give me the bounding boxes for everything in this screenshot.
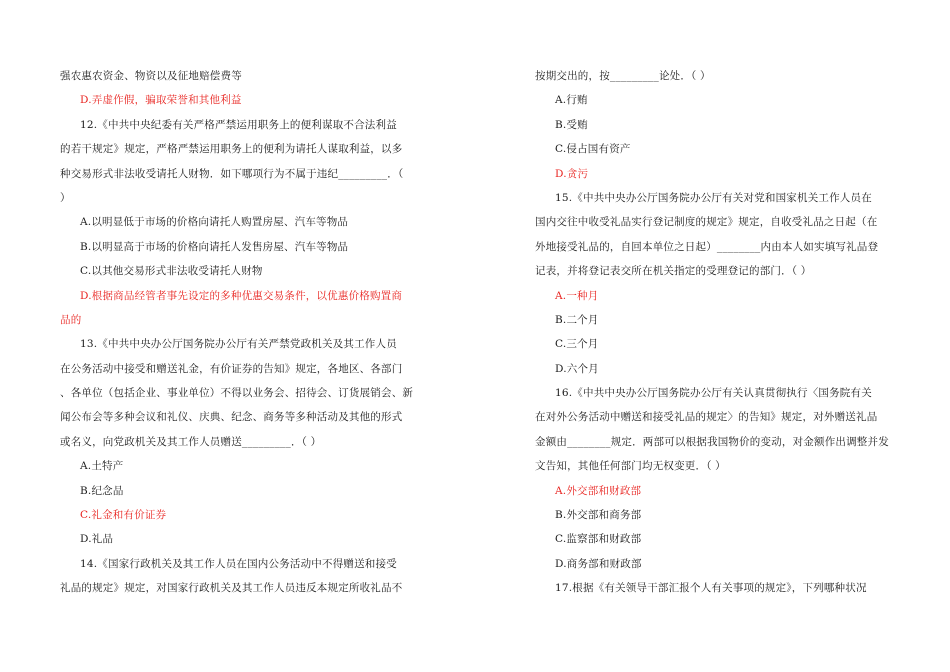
- text-line: 国内交往中收受礼品实行登记制度的规定》规定，自收受礼品之日起（在: [535, 216, 878, 229]
- answer-line: C.礼金和有价证券: [80, 509, 167, 522]
- text-line: 礼品的规定》规定，对国家行政机关及其工作人员违反本规定所收礼品不: [60, 582, 403, 595]
- text-line: C.以其他交易形式非法收受请托人财物: [80, 265, 263, 278]
- text-line: B.以明显高于市场的价格向请托人发售房屋、汽车等物品: [80, 240, 349, 253]
- answer-line: D.贪污: [555, 167, 589, 180]
- text-line: 13.《中共中央办公厅国务院办公厅有关严禁党政机关及其工作人员: [80, 338, 397, 351]
- text-line: ）: [60, 191, 71, 204]
- left-column: [60, 64, 430, 601]
- text-line: A.行贿: [555, 94, 588, 107]
- answer-line: D.弄虚作假，骗取荣誉和其他利益: [80, 94, 242, 107]
- text-line: D.六个月: [555, 362, 599, 375]
- text-line: 外地接受礼品的，自回本单位之日起）________内由本人如实填写礼品登: [535, 240, 879, 253]
- text-line: 闻公布会等多种会议和礼仪、庆典、纪念、商务等多种活动及其他的形式: [60, 411, 403, 424]
- text-line: 的若干规定》规定，严格严禁运用职务上的便利为请托人谋取利益，以多: [60, 143, 403, 156]
- text-line: 、各单位（包括企业、事业单位）不得以业务会、招待会、订货展销会、新: [60, 387, 414, 400]
- text-line: 15.《中共中央办公厅国务院办公厅有关对党和国家机关工作人员在: [555, 191, 872, 204]
- text-line: 在公务活动中接受和赠送礼金，有价证券的告知》规定，各地区、各部门: [60, 362, 403, 375]
- text-line: 金额由________规定．两部可以根据我国物价的变动，对金额作出调整并发: [535, 435, 889, 448]
- text-line: 12.《中共中央纪委有关严格严禁运用职务上的便利谋取不合法利益: [80, 118, 397, 131]
- text-line: A.土特产: [80, 460, 124, 473]
- text-line: 强农惠农资金、物资以及征地赔偿费等: [60, 70, 242, 82]
- text-line: 或名义，向党政机关及其工作人员赠送_________．（ ）: [60, 435, 322, 448]
- text-line: C.侵占国有资产: [555, 143, 631, 156]
- answer-line: A.外交部和财政部: [555, 484, 642, 497]
- answer-line: 品的: [60, 313, 82, 326]
- text-line: B.外交部和商务部: [555, 509, 642, 522]
- text-line: C.三个月: [555, 338, 599, 351]
- text-line: B.二个月: [555, 313, 599, 326]
- text-line: B.受贿: [555, 118, 588, 131]
- text-line: 17.根据《有关领导干部汇报个人有关事项的规定》，下列哪种状况: [555, 582, 867, 595]
- right-column: [535, 64, 889, 601]
- text-line: A.以明显低于市场的价格向请托人购置房屋、汽车等物品: [80, 216, 349, 229]
- text-line: B.纪念品: [80, 484, 124, 497]
- text-line: 种交易形式非法收受请托人财物．如下哪项行为不属于违纪_________．（: [60, 167, 404, 180]
- text-line: 按期交出的，按_________论处．（ ）: [535, 70, 711, 82]
- text-line: D.礼品: [80, 533, 114, 546]
- text-line: 16.《中共中央办公厅国务院办公厅有关认真贯彻执行〈国务院有关: [555, 387, 872, 400]
- text-line: 记表，并将登记表交所在机关指定的受理登记的部门．（ ）: [535, 265, 812, 278]
- text-line: D.商务部和财政部: [555, 557, 642, 570]
- text-line: 14.《国家行政机关及其工作人员在国内公务活动中不得赠送和接受: [80, 557, 397, 570]
- text-line: 文告知，其他任何部门均无权变更．（ ）: [535, 460, 726, 473]
- text-line: C.监察部和财政部: [555, 533, 642, 546]
- answer-line: A.一种月: [555, 289, 599, 302]
- answer-line: D.根据商品经管者事先设定的多种优惠交易条件，以优惠价格购置商: [80, 289, 403, 302]
- text-line: 在对外公务活动中赠送和接受礼品的规定〉的告知》规定，对外赠送礼品: [535, 411, 878, 424]
